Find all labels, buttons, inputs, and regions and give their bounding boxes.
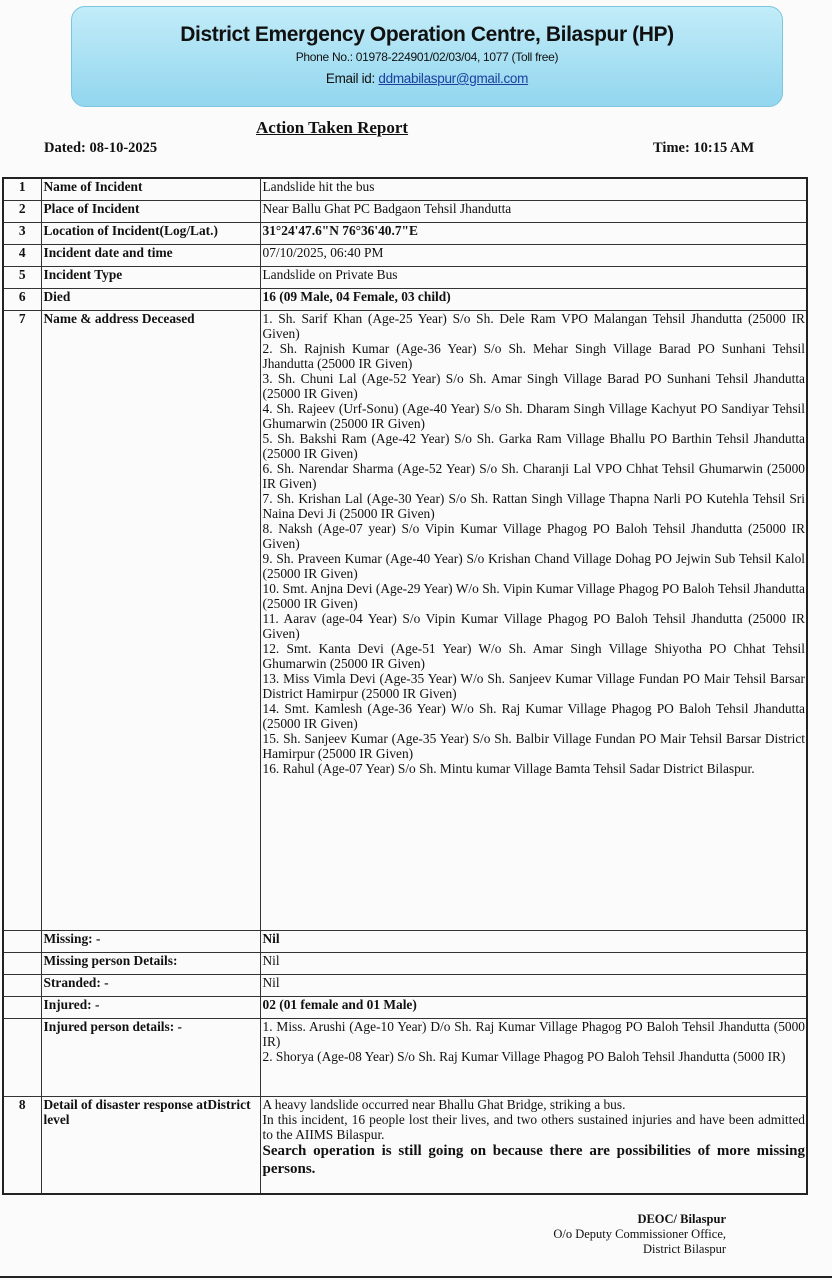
datetime-value: 07/10/2025, 06:40 PM [260,244,807,266]
died-label: Died [41,288,260,310]
list-item: 10. Smt. Anjna Devi (Age-29 Year) W/o Sh. Vipin Kumar Village Phagog PO Baloh Tehsil Jhandutta (25000 IR Given) [262,580,805,611]
list-item: 4. Sh. Rajeev (Urf-Sonu) (Age-40 Year) S/o Sh. Dharam Singh Village Kachyut PO Sandiyar Tehsil Ghumarwin (25000 IR Given) [262,400,805,431]
signature-line: DEOC/ Bilaspur [637,1212,726,1226]
incident-name-label: Name of Incident [41,178,260,200]
row-number: 8 [3,1096,41,1194]
list-item: 12. Smt. Kanta Devi (Age-51 Year) W/o Sh. Amar Singh Village Shiyotha PO Chhat Tehsil Ghumarwin (25000 IR Given) [262,640,805,671]
table-row [3,952,807,974]
table-row [3,288,807,310]
row-number: 4 [3,244,41,266]
list-item: 11. Aarav (age-04 Year) S/o Vipin Kumar Village Phagog PO Baloh Tehsil Jhandutta (25000 IR Given) [262,610,805,641]
table-row [3,974,807,996]
deceased-label: Name & address Deceased [41,310,260,930]
email-link[interactable]: ddmabilaspur@gmail.com [378,71,529,86]
type-value: Landslide on Private Bus [260,266,807,288]
missing-value: Nil [260,930,807,952]
email-label: Email id: [325,71,379,86]
list-item: 15. Sh. Sanjeev Kumar (Age-35 Year) S/o Sh. Balbir Village Fundan PO Mair Tehsil Barsar District Hamirpur (25000 IR Given) [262,730,805,761]
table-row [3,244,807,266]
list-item: 8. Naksh (Age-07 year) S/o Vipin Kumar Village Phagog PO Baloh Tehsil Jhandutta (25000 IR Given) [262,520,805,551]
list-item: 2. Shorya (Age-08 Year) S/o Sh. Raj Kumar Village Phagog PO Baloh Tehsil Jhandutta (5000 IR) [262,1048,786,1064]
datetime-label: Incident date and time [41,244,260,266]
signature-line: District Bilaspur [643,1242,726,1256]
signature-block [500,1212,726,1257]
row-number: 5 [3,266,41,288]
table-row [3,266,807,288]
row-number: 3 [3,222,41,244]
table-row [3,930,807,952]
search-note: Search operation is still going on because there are possibilities of more missing persons. [262,1142,805,1177]
place-value: Near Ballu Ghat PC Badgaon Tehsil Jhandutta [260,200,807,222]
type-label: Incident Type [41,266,260,288]
row-number: 2 [3,200,41,222]
location-label: Location of Incident(Log/Lat.) [41,222,260,244]
list-item: 1. Miss. Arushi (Age-10 Year) D/o Sh. Raj Kumar Village Phagog PO Baloh Tehsil Jhandutta (5000 IR) [262,1018,805,1049]
table-row [3,1096,807,1194]
list-item: 14. Smt. Kamlesh (Age-36 Year) W/o Sh. Raj Kumar Village Phagog PO Baloh Tehsil Jhandutta (25000 IR Given) [262,700,805,731]
table-row [3,310,807,930]
header-email [72,71,782,86]
injured-value: 02 (01 female and 01 Male) [260,996,807,1018]
incident-table [2,177,808,1195]
missing-details-label: Missing person Details: [41,952,260,974]
signature-line: O/o Deputy Commissioner Office, [553,1227,726,1241]
bottom-divider [0,1276,832,1278]
table-row [3,1018,807,1096]
deceased-list [260,310,807,930]
header-banner [71,6,783,107]
header-title: District Emergency Operation Centre, Bilaspur (HP) [180,23,674,46]
missing-label: Missing: - [41,930,260,952]
report-date: Dated: 08-10-2025 [44,140,158,156]
report-time: Time: 10:15 AM [653,140,755,156]
detail-line: In this incident, 16 people lost their lives, and two others sustained injuries and have been admitted to the AIIMS Bilaspur. [262,1111,805,1142]
list-item: 7. Sh. Krishan Lal (Age-30 Year) S/o Sh. Rattan Singh Village Thapna Narli PO Kutehla Tehsil Sri Naina Devi Ji (25000 IR Given) [262,490,805,521]
report-title: Action Taken Report [256,118,409,137]
stranded-label: Stranded: - [41,974,260,996]
list-item: 1. Sh. Sarif Khan (Age-25 Year) S/o Sh. Dele Ram VPO Malangan Tehsil Jhandutta (25000 IR Given) [262,310,805,341]
table-row [3,222,807,244]
list-item: 3. Sh. Chuni Lal (Age-52 Year) S/o Sh. Amar Singh Village Barad PO Sunhani Tehsil Jhandutta (25000 IR Given) [262,370,805,401]
missing-details-value: Nil [260,952,807,974]
list-item: 13. Miss Vimla Devi (Age-35 Year) W/o Sh. Sanjeev Kumar Village Fundan PO Mair Tehsil Barsar District Hamirpur (25000 IR Given) [262,670,805,701]
table-row [3,178,807,200]
location-value: 31°24'47.6"N 76°36'40.7"E [260,222,807,244]
place-label: Place of Incident [41,200,260,222]
injured-list [260,1018,807,1096]
injured-label: Injured: - [41,996,260,1018]
table-row [3,996,807,1018]
row-number: 6 [3,288,41,310]
detail-label: Detail of disaster response atDistrict level [41,1096,260,1194]
list-item: 5. Sh. Bakshi Ram (Age-42 Year) S/o Sh. Garka Ram Village Bhallu PO Barthin Tehsil Jhandutta (25000 IR Given) [262,430,805,461]
detail-line: A heavy landslide occurred near Bhallu Ghat Bridge, striking a bus. [262,1096,626,1112]
died-value: 16 (09 Male, 04 Female, 03 child) [260,288,807,310]
list-item: 2. Sh. Rajnish Kumar (Age-36 Year) S/o Sh. Mehar Singh Village Barad PO Sunhani Tehsil Jhandutta (25000 IR Given) [262,340,805,371]
incident-name-value: Landslide hit the bus [260,178,807,200]
injured-details-label: Injured person details: - [41,1018,260,1096]
list-item: 6. Sh. Narendar Sharma (Age-52 Year) S/o Sh. Charanji Lal VPO Chhat Tehsil Ghumarwin (25000 IR Given) [262,460,805,491]
stranded-value: Nil [260,974,807,996]
row-number: 1 [3,178,41,200]
list-item: 9. Sh. Praveen Kumar (Age-40 Year) S/o Krishan Chand Village Dohag PO Jejwin Sub Tehsil Kalol (25000 IR Given) [262,550,805,581]
row-number: 7 [3,310,41,930]
list-item: 16. Rahul (Age-07 Year) S/o Sh. Mintu kumar Village Bamta Tehsil Sadar District Bilaspur. [262,760,755,776]
table-row [3,200,807,222]
detail-value [260,1096,807,1194]
header-phone: Phone No.: 01978-224901/02/03/04, 1077 (Toll free) [295,50,559,64]
